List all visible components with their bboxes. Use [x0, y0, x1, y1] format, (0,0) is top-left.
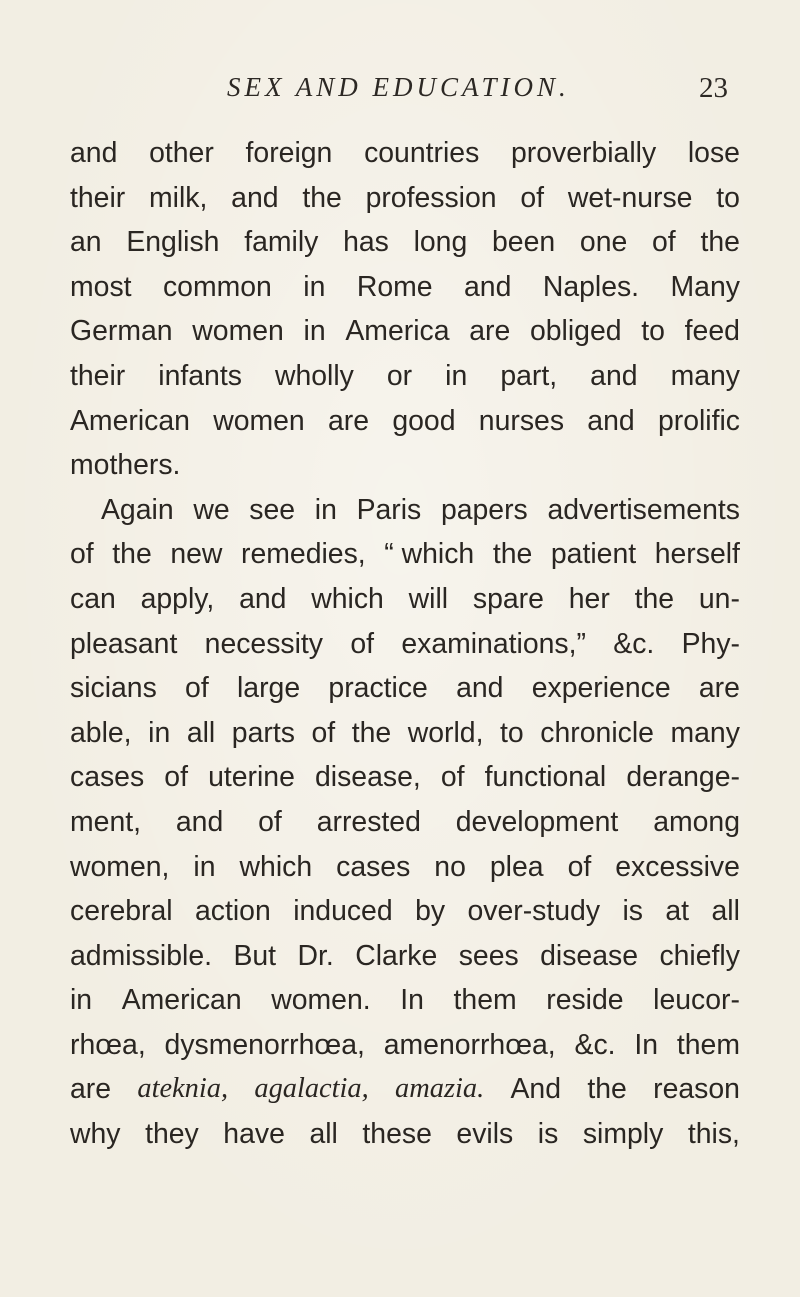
word: cerebral: [70, 895, 173, 928]
word: by: [415, 895, 446, 928]
word: ment,: [70, 805, 142, 838]
text-line: [70, 577, 740, 622]
word: sees: [458, 939, 519, 972]
word: And: [510, 1073, 562, 1106]
word: rhœa,: [70, 1028, 146, 1061]
word: necessity: [204, 627, 324, 660]
word: examinations,”: [401, 627, 586, 660]
word: Naples.: [542, 270, 640, 303]
word: simply: [582, 1118, 664, 1151]
word: to: [641, 315, 665, 348]
word: these: [362, 1118, 432, 1151]
word: or: [386, 359, 413, 392]
word: Paris: [356, 493, 422, 526]
text-line: [70, 666, 740, 711]
word: of: [350, 627, 375, 660]
text-line: [70, 176, 740, 221]
word: new: [170, 538, 223, 571]
word: &c.: [613, 627, 655, 660]
word: advertisements: [547, 493, 740, 526]
word: are: [328, 404, 370, 437]
word: milk,: [149, 181, 208, 214]
word: of: [70, 538, 94, 571]
word: and: [464, 270, 512, 303]
word: induced: [293, 895, 393, 928]
word: and: [456, 672, 504, 705]
body-text: [70, 131, 740, 1157]
word: most: [70, 270, 132, 303]
text-line: [70, 889, 740, 934]
word: action: [195, 895, 271, 928]
word: of: [440, 761, 465, 794]
word: reside: [546, 984, 624, 1017]
word: them: [453, 984, 517, 1017]
word: long: [413, 226, 468, 259]
page-header: [0, 72, 800, 112]
word: mothers.: [70, 449, 181, 482]
text-line: [70, 1112, 740, 1157]
word: of: [185, 672, 209, 705]
text-line: [70, 934, 740, 979]
word: foreign: [245, 137, 333, 169]
word: to: [500, 716, 524, 749]
word: in: [303, 315, 326, 348]
running-head: SEX AND EDUCATION.: [227, 72, 570, 102]
word: and: [239, 582, 287, 615]
word: of: [164, 761, 188, 794]
text-line: [70, 488, 740, 533]
word: herself: [654, 538, 740, 571]
word: in: [193, 850, 216, 883]
word: agalactia,: [254, 1073, 369, 1105]
word: which: [239, 850, 313, 883]
text-line: [70, 1067, 740, 1112]
word: many: [670, 359, 740, 392]
word: plea: [489, 850, 544, 883]
word: them: [676, 1028, 740, 1061]
word: been: [492, 226, 556, 259]
word: infants: [158, 359, 242, 392]
word: in: [303, 270, 326, 303]
word: lose: [687, 137, 740, 169]
word: pleasant: [70, 627, 178, 660]
word: “ which: [384, 538, 475, 571]
word: over-study: [467, 895, 601, 928]
word: But: [233, 939, 277, 972]
word: reason: [653, 1073, 740, 1106]
word: ateknia,: [137, 1073, 229, 1105]
page-number: 23: [699, 72, 728, 104]
word: feed: [684, 315, 740, 348]
word: In: [634, 1028, 659, 1061]
word: in: [445, 359, 468, 392]
word: prolific: [657, 404, 740, 437]
word: cases: [336, 850, 411, 883]
word: Dr.: [297, 939, 334, 972]
word: we: [193, 493, 230, 526]
word: chronicle: [540, 716, 654, 749]
word: among: [653, 805, 740, 838]
word: see: [249, 493, 296, 526]
word: family: [244, 226, 319, 259]
text-line: [70, 131, 740, 176]
word: evils: [456, 1118, 514, 1151]
word: all: [186, 716, 216, 749]
word: they: [145, 1118, 199, 1151]
word: has: [343, 226, 389, 259]
word: the: [587, 1073, 627, 1106]
text-line: [70, 1023, 740, 1068]
word: spare: [472, 582, 544, 615]
word: disease,: [315, 761, 421, 794]
word: American: [121, 984, 242, 1017]
text-line: [70, 711, 740, 756]
word: her: [568, 582, 610, 615]
word: papers: [440, 493, 528, 526]
word: amenorrhœa,: [383, 1028, 556, 1061]
word: are: [70, 1073, 112, 1106]
word: arrested: [316, 805, 421, 838]
word: have: [223, 1118, 285, 1151]
word: many: [670, 716, 740, 749]
word: the: [634, 582, 675, 615]
word: of: [520, 181, 545, 214]
word: un-: [698, 582, 740, 615]
word: common: [162, 270, 272, 303]
text-line: [70, 800, 740, 845]
word: and: [587, 404, 635, 437]
text-line: [70, 265, 740, 310]
word: are: [469, 315, 511, 348]
word: part,: [500, 359, 558, 392]
word: of: [258, 805, 282, 838]
word: of: [567, 850, 592, 883]
word: American: [70, 404, 190, 437]
word: uterine: [208, 761, 295, 794]
word: are: [698, 672, 740, 705]
word: which: [311, 582, 384, 615]
word: women: [213, 404, 305, 437]
word: is: [537, 1118, 559, 1151]
word: no: [434, 850, 466, 883]
word: sicians: [70, 672, 157, 705]
text-line: [70, 845, 740, 890]
word: and: [70, 137, 118, 169]
text-line: [70, 220, 740, 265]
word: nurses: [478, 404, 565, 437]
word: world,: [407, 716, 484, 749]
word: Rome: [356, 270, 433, 303]
word: amazia.: [395, 1073, 485, 1105]
word: disease: [540, 939, 638, 972]
word: English: [126, 226, 220, 259]
word: and: [590, 359, 638, 392]
word: good: [392, 404, 456, 437]
word: America: [345, 315, 450, 348]
text-line: [70, 755, 740, 800]
word: is: [622, 895, 643, 928]
word: their: [70, 359, 126, 392]
word: all: [309, 1118, 338, 1151]
word: women.: [271, 984, 371, 1017]
word: profession: [365, 181, 497, 214]
word: the: [351, 716, 392, 749]
word: practice: [328, 672, 428, 705]
word: &c.: [574, 1028, 616, 1061]
text-line: [70, 354, 740, 399]
word: all: [711, 895, 740, 928]
word: dysmenorrhœa,: [164, 1028, 365, 1061]
word: able,: [70, 716, 132, 749]
word: this,: [687, 1118, 740, 1151]
word: wholly: [274, 359, 354, 392]
word: wet-nurse: [567, 181, 693, 214]
word: and: [231, 181, 279, 214]
word: why: [70, 1118, 121, 1151]
word: Many: [670, 270, 740, 303]
word: development: [455, 805, 619, 838]
word: excessive: [615, 850, 740, 883]
word: their: [70, 181, 126, 214]
word: Phy-: [681, 627, 740, 660]
word: functional: [484, 761, 607, 794]
word: patient: [550, 538, 637, 571]
text-line: [70, 978, 740, 1023]
text-line: [70, 622, 740, 667]
word: and: [175, 805, 224, 838]
word: women,: [70, 850, 170, 883]
word: to: [716, 181, 740, 214]
text-line: [70, 399, 740, 444]
word: cases: [70, 761, 145, 794]
word: other: [149, 137, 214, 169]
word: remedies,: [241, 538, 366, 571]
word: the: [700, 226, 740, 259]
word: the: [302, 181, 342, 214]
word: admissible.: [70, 939, 213, 972]
word: one: [579, 226, 628, 259]
text-line: [70, 309, 740, 354]
word: obliged: [529, 315, 622, 348]
word: the: [492, 538, 533, 571]
word: women: [192, 315, 284, 348]
word: the: [112, 538, 152, 571]
word: chiefly: [659, 939, 740, 972]
word: can: [70, 582, 116, 615]
word: at: [665, 895, 690, 928]
word: German: [70, 315, 173, 348]
word: experience: [531, 672, 671, 705]
text-line: [70, 532, 740, 577]
word: countries: [364, 137, 480, 169]
word: of: [652, 226, 676, 259]
word: in: [70, 984, 93, 1017]
word: large: [237, 672, 301, 705]
text-line: [70, 443, 740, 488]
word: parts: [231, 716, 295, 749]
word: an: [70, 226, 102, 259]
word: leucor-: [653, 984, 740, 1017]
word: proverbially: [510, 137, 657, 169]
word: apply,: [140, 582, 215, 615]
word: Again: [101, 493, 174, 526]
word: will: [408, 582, 449, 615]
word: in: [314, 493, 337, 526]
word: in: [148, 716, 171, 749]
word: In: [400, 984, 424, 1017]
word: Clarke: [355, 939, 438, 972]
word: derange-: [626, 761, 740, 794]
word: of: [311, 716, 336, 749]
